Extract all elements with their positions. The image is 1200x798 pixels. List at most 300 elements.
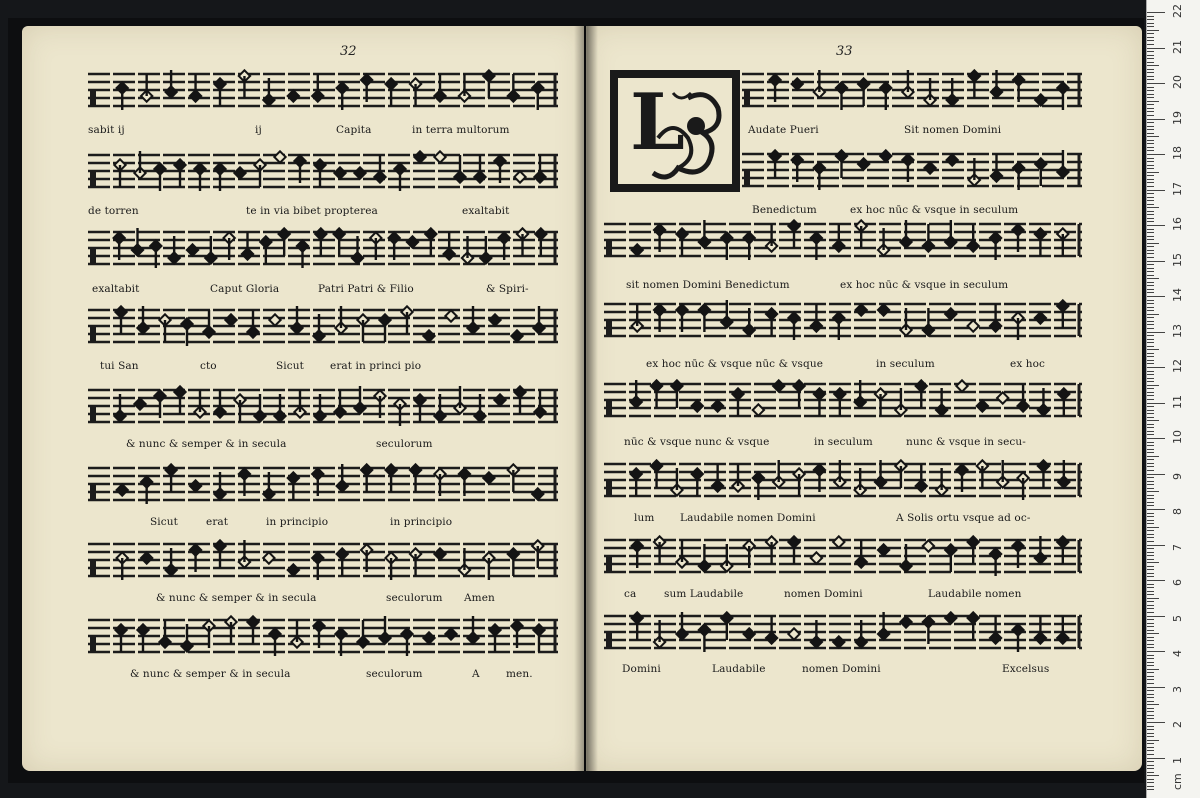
ruler-tick bbox=[1147, 349, 1159, 350]
note bbox=[489, 624, 500, 652]
lyric: Sicut bbox=[150, 516, 178, 528]
ruler-unit: cm bbox=[1171, 773, 1184, 790]
lyric: ex hoc nūc & vsque in seculum bbox=[850, 204, 1019, 216]
ruler-tick bbox=[1147, 456, 1159, 457]
lyric: lum bbox=[634, 512, 655, 524]
ruler-label: 3 bbox=[1171, 685, 1184, 693]
ruler-label: 1 bbox=[1171, 756, 1184, 764]
ruler-tick bbox=[1147, 62, 1154, 63]
ruler-tick bbox=[1147, 285, 1154, 286]
ruler-tick bbox=[1147, 289, 1154, 290]
note bbox=[263, 552, 274, 563]
note bbox=[945, 612, 956, 623]
note bbox=[532, 540, 543, 568]
note bbox=[977, 460, 988, 488]
ruler-tick bbox=[1147, 509, 1165, 510]
ruler-tick bbox=[1147, 168, 1154, 169]
staff bbox=[88, 456, 558, 516]
note bbox=[165, 464, 176, 492]
clef-mark bbox=[90, 636, 96, 652]
ruler-tick bbox=[1147, 136, 1159, 137]
ruler-tick bbox=[1147, 445, 1154, 446]
clef-mark bbox=[606, 240, 612, 256]
note bbox=[410, 78, 421, 106]
note bbox=[532, 488, 543, 499]
note bbox=[401, 306, 412, 334]
staff bbox=[88, 532, 558, 592]
lyric: Caput Gloria bbox=[210, 283, 280, 295]
ruler-tick bbox=[1147, 733, 1154, 734]
note bbox=[444, 232, 455, 260]
ruler-tick bbox=[1147, 690, 1154, 691]
ruler-tick bbox=[1147, 367, 1165, 368]
ruler-tick bbox=[1147, 694, 1154, 695]
note bbox=[692, 400, 703, 411]
ruler-tick bbox=[1147, 630, 1154, 631]
note bbox=[769, 150, 780, 178]
ruler-label: 20 bbox=[1171, 75, 1184, 89]
ruler-tick bbox=[1147, 576, 1154, 577]
staff bbox=[604, 452, 1082, 512]
lyric: Benedictum bbox=[752, 204, 817, 216]
ruler-tick bbox=[1147, 555, 1154, 556]
ruler-tick bbox=[1147, 353, 1154, 354]
lyric: Patri Patri & Filio bbox=[318, 283, 414, 295]
ruler-tick bbox=[1147, 608, 1154, 609]
ruler-tick bbox=[1147, 182, 1154, 183]
note bbox=[712, 400, 723, 411]
note bbox=[489, 314, 500, 325]
note bbox=[916, 380, 927, 408]
ruler-tick bbox=[1147, 296, 1165, 297]
lyric: A bbox=[472, 668, 480, 680]
lyric: & nunc & semper & in secula bbox=[156, 592, 317, 604]
clef-mark bbox=[90, 171, 96, 187]
note bbox=[676, 228, 687, 256]
ruler-tick bbox=[1147, 736, 1154, 737]
ruler-label: 22 bbox=[1171, 4, 1184, 18]
note bbox=[517, 228, 528, 256]
ruler-label: 9 bbox=[1171, 472, 1184, 480]
ruler-tick bbox=[1147, 665, 1154, 666]
ruler-tick bbox=[1147, 69, 1154, 70]
ruler-tick bbox=[1147, 253, 1154, 254]
ruler-tick bbox=[1147, 687, 1165, 688]
ruler-tick bbox=[1147, 371, 1154, 372]
ruler-tick bbox=[1147, 19, 1154, 20]
note bbox=[924, 162, 935, 173]
note bbox=[900, 616, 911, 627]
note bbox=[856, 540, 867, 568]
ruler-tick bbox=[1147, 417, 1154, 418]
note bbox=[923, 540, 934, 551]
note bbox=[990, 616, 1001, 644]
ruler-tick bbox=[1147, 374, 1154, 375]
note bbox=[788, 628, 799, 639]
lyric: exaltabit bbox=[462, 205, 510, 217]
note bbox=[977, 400, 988, 411]
note bbox=[434, 74, 445, 102]
clef-mark bbox=[606, 480, 612, 496]
ruler-tick bbox=[1147, 658, 1154, 659]
note bbox=[836, 150, 847, 178]
ruler-tick bbox=[1147, 94, 1154, 95]
note bbox=[833, 224, 844, 252]
clef-mark bbox=[90, 484, 96, 500]
lyric: erat in princi pio bbox=[330, 360, 422, 372]
ruler-label: 16 bbox=[1171, 217, 1184, 231]
initial-frame bbox=[618, 78, 732, 184]
ruler-tick bbox=[1147, 225, 1165, 226]
note bbox=[766, 224, 777, 252]
ruler-tick bbox=[1147, 55, 1154, 56]
note bbox=[990, 304, 1001, 332]
note bbox=[945, 308, 956, 319]
ruler-tick bbox=[1147, 126, 1154, 127]
ruler-tick bbox=[1147, 339, 1154, 340]
note bbox=[811, 304, 822, 332]
lyric: Laudabile bbox=[712, 663, 766, 675]
note bbox=[631, 468, 642, 496]
note bbox=[1057, 536, 1068, 564]
ruler-tick bbox=[1147, 204, 1154, 205]
note bbox=[834, 388, 845, 416]
ruler-label: 8 bbox=[1171, 508, 1184, 515]
ruler-tick bbox=[1147, 165, 1154, 166]
note bbox=[294, 390, 305, 418]
ruler-label: 4 bbox=[1171, 650, 1184, 657]
ruler-tick bbox=[1147, 129, 1154, 130]
ruler-tick bbox=[1147, 197, 1154, 198]
ruler-tick bbox=[1147, 662, 1154, 663]
ruler-tick bbox=[1147, 207, 1159, 208]
lyric: nunc & vsque in secu- bbox=[906, 436, 1026, 448]
ruler-tick bbox=[1147, 477, 1154, 478]
staff bbox=[742, 142, 1082, 202]
ruler-tick bbox=[1147, 140, 1154, 141]
clef-mark bbox=[606, 400, 612, 416]
note bbox=[274, 151, 285, 162]
ruler-tick bbox=[1147, 108, 1154, 109]
note bbox=[1035, 616, 1046, 644]
ruler-tick bbox=[1147, 523, 1154, 524]
note bbox=[833, 536, 844, 547]
ruler-tick bbox=[1147, 282, 1154, 283]
note bbox=[141, 552, 152, 563]
ruler-tick bbox=[1147, 268, 1154, 269]
note bbox=[875, 388, 886, 416]
note bbox=[314, 159, 325, 187]
ruler-tick bbox=[1147, 594, 1154, 595]
lyric: & nunc & semper & in secula bbox=[126, 438, 287, 450]
ruler-label: 5 bbox=[1171, 614, 1184, 622]
note bbox=[225, 616, 236, 644]
note bbox=[721, 612, 732, 640]
note bbox=[651, 460, 662, 488]
lyric: seculorum bbox=[376, 438, 433, 450]
clef-mark bbox=[606, 556, 612, 572]
note bbox=[434, 548, 445, 559]
staff bbox=[742, 62, 1082, 122]
ruler-tick bbox=[1147, 541, 1154, 542]
book-gutter bbox=[574, 26, 598, 771]
note bbox=[732, 388, 743, 416]
ruler-tick bbox=[1147, 786, 1154, 787]
ruler-tick bbox=[1147, 605, 1154, 606]
note bbox=[535, 228, 546, 256]
ruler-tick bbox=[1147, 87, 1154, 88]
ruler-tick bbox=[1147, 37, 1154, 38]
ruler-label: 2 bbox=[1171, 721, 1184, 728]
note bbox=[692, 468, 703, 496]
lyric: Capita bbox=[336, 124, 372, 136]
note bbox=[379, 314, 390, 342]
note bbox=[117, 484, 128, 495]
ruler-tick bbox=[1147, 23, 1154, 24]
lyric: Sicut bbox=[276, 360, 304, 372]
ruler-tick bbox=[1147, 704, 1159, 705]
note bbox=[511, 330, 522, 341]
note bbox=[115, 624, 126, 652]
ruler-tick bbox=[1147, 44, 1154, 45]
note bbox=[788, 220, 799, 248]
lyric: Laudabile nomen bbox=[928, 588, 1022, 600]
staff bbox=[88, 608, 558, 668]
ruler-tick bbox=[1147, 58, 1154, 59]
note bbox=[445, 628, 456, 639]
lyric: sum Laudabile bbox=[664, 588, 744, 600]
note bbox=[454, 155, 465, 183]
ruler-tick bbox=[1147, 743, 1154, 744]
lyric: nomen Domini bbox=[784, 588, 863, 600]
note bbox=[858, 78, 869, 106]
note bbox=[753, 404, 764, 415]
ruler-tick bbox=[1147, 229, 1154, 230]
note bbox=[459, 74, 470, 102]
ruler-tick bbox=[1147, 72, 1154, 73]
ruler-tick bbox=[1147, 420, 1159, 421]
note bbox=[190, 480, 201, 491]
lyric: & Spiri- bbox=[486, 283, 529, 295]
note bbox=[423, 330, 434, 341]
ruler-tick bbox=[1147, 676, 1154, 677]
note bbox=[410, 548, 421, 576]
ruler-tick bbox=[1147, 672, 1154, 673]
ruler-tick bbox=[1147, 214, 1154, 215]
ruler-tick bbox=[1147, 90, 1154, 91]
ruler-tick bbox=[1147, 399, 1154, 400]
ruler-tick bbox=[1147, 711, 1154, 712]
lyric: seculorum bbox=[366, 668, 423, 680]
ruler-tick bbox=[1147, 442, 1154, 443]
note bbox=[247, 616, 258, 644]
ruler-tick bbox=[1147, 363, 1154, 364]
lyric: de torren bbox=[88, 205, 139, 217]
ruler-tick bbox=[1147, 221, 1154, 222]
ruler-tick bbox=[1147, 683, 1154, 684]
lyric: & nunc & semper & in secula bbox=[130, 668, 291, 680]
ruler-tick bbox=[1147, 438, 1165, 439]
lyric: exaltabit bbox=[92, 283, 140, 295]
note bbox=[947, 154, 958, 165]
ruler-tick bbox=[1147, 534, 1154, 535]
ruler-label: 19 bbox=[1171, 110, 1184, 125]
ruler-tick bbox=[1147, 481, 1154, 482]
staff bbox=[604, 212, 1082, 272]
ruler-tick bbox=[1147, 601, 1154, 602]
ruler-tick bbox=[1147, 474, 1165, 475]
note bbox=[214, 390, 225, 418]
ruler-tick bbox=[1147, 413, 1154, 414]
note bbox=[508, 548, 519, 576]
lyric: in seculum bbox=[814, 436, 873, 448]
initial-letter: L bbox=[630, 77, 685, 168]
ruler-label: 7 bbox=[1171, 543, 1184, 551]
note bbox=[792, 78, 803, 89]
note bbox=[385, 78, 396, 106]
note bbox=[895, 460, 906, 488]
ruler-tick bbox=[1147, 651, 1165, 652]
ruler-tick bbox=[1147, 332, 1165, 333]
ruler-tick bbox=[1147, 750, 1154, 751]
note bbox=[968, 536, 979, 564]
ruler-tick bbox=[1147, 502, 1154, 503]
ruler-tick bbox=[1147, 679, 1154, 680]
note bbox=[385, 464, 396, 492]
ruler-tick bbox=[1147, 190, 1165, 191]
ruler-tick bbox=[1147, 239, 1154, 240]
note bbox=[811, 552, 822, 563]
note bbox=[1035, 312, 1046, 323]
ruler-tick bbox=[1147, 552, 1154, 553]
lyric: seculorum bbox=[386, 592, 443, 604]
ruler-tick bbox=[1147, 264, 1154, 265]
note bbox=[533, 624, 544, 652]
ruler-label: 17 bbox=[1171, 181, 1184, 196]
lyric: nomen Domini bbox=[802, 663, 881, 675]
note bbox=[374, 155, 385, 183]
note bbox=[288, 472, 299, 500]
note bbox=[968, 224, 979, 252]
lyric: ca bbox=[624, 588, 637, 600]
ruler-tick bbox=[1147, 324, 1154, 325]
ruler-tick bbox=[1147, 65, 1159, 66]
note bbox=[534, 390, 545, 418]
ruler-tick bbox=[1147, 26, 1154, 27]
ruler-tick bbox=[1147, 278, 1159, 279]
ruler-tick bbox=[1147, 715, 1154, 716]
note bbox=[414, 151, 425, 162]
ruler-tick bbox=[1147, 378, 1154, 379]
ruler-tick bbox=[1147, 30, 1159, 31]
ruler-tick bbox=[1147, 775, 1159, 776]
ruler-tick bbox=[1147, 388, 1154, 389]
ruler-tick bbox=[1147, 211, 1154, 212]
ruler-tick bbox=[1147, 83, 1165, 84]
ruler-tick bbox=[1147, 616, 1165, 617]
ruler-tick bbox=[1147, 569, 1154, 570]
ruler-tick bbox=[1147, 300, 1154, 301]
clef-mark bbox=[90, 90, 96, 106]
ruler-tick bbox=[1147, 452, 1154, 453]
staff bbox=[88, 143, 558, 203]
note bbox=[1057, 228, 1068, 256]
note bbox=[269, 314, 280, 325]
ruler-tick bbox=[1147, 79, 1154, 80]
note bbox=[445, 310, 456, 321]
ruler-tick bbox=[1147, 591, 1154, 592]
ruler-tick bbox=[1147, 12, 1165, 13]
note bbox=[766, 616, 777, 644]
note bbox=[242, 232, 253, 260]
ruler-tick bbox=[1147, 726, 1154, 727]
ruler-tick bbox=[1147, 33, 1154, 34]
ruler-tick bbox=[1147, 626, 1154, 627]
note bbox=[247, 310, 258, 338]
ruler-tick bbox=[1147, 175, 1154, 176]
ruler-tick bbox=[1147, 97, 1154, 98]
note bbox=[1035, 228, 1046, 256]
ruler-tick bbox=[1147, 310, 1154, 311]
note bbox=[991, 154, 1002, 182]
note bbox=[483, 472, 494, 483]
ruler-tick bbox=[1147, 612, 1154, 613]
note bbox=[1035, 158, 1046, 186]
ruler-tick bbox=[1147, 708, 1154, 709]
lyric: men. bbox=[506, 668, 533, 680]
ruler-tick bbox=[1147, 335, 1154, 336]
note bbox=[632, 304, 643, 332]
note bbox=[833, 636, 844, 647]
lyric: ex hoc nūc & vsque in seculum bbox=[840, 279, 1009, 291]
ruler-tick bbox=[1147, 111, 1154, 112]
note bbox=[956, 380, 967, 391]
note bbox=[425, 228, 436, 256]
note bbox=[712, 464, 723, 492]
note bbox=[916, 464, 927, 492]
clef-mark bbox=[90, 406, 96, 422]
ruler-tick bbox=[1147, 562, 1159, 563]
note bbox=[410, 464, 421, 492]
ruler-tick bbox=[1147, 537, 1154, 538]
ruler-tick bbox=[1147, 431, 1154, 432]
ruler-tick bbox=[1147, 104, 1154, 105]
lyric: tui San bbox=[100, 360, 139, 372]
lyric: in principio bbox=[390, 516, 453, 528]
decorated-initial bbox=[610, 70, 740, 192]
lyric: Excelsus bbox=[1002, 663, 1050, 675]
ruler-tick bbox=[1147, 356, 1154, 357]
ruler-tick bbox=[1147, 729, 1154, 730]
ruler-tick bbox=[1147, 644, 1154, 645]
note bbox=[878, 544, 889, 555]
note bbox=[766, 308, 777, 336]
ruler-tick bbox=[1147, 566, 1154, 567]
note bbox=[254, 159, 265, 187]
ruler-tick bbox=[1147, 381, 1154, 382]
note bbox=[766, 536, 777, 564]
ruler-tick bbox=[1147, 463, 1154, 464]
note bbox=[159, 620, 170, 648]
ruler-tick bbox=[1147, 484, 1154, 485]
measuring-ruler bbox=[1146, 0, 1200, 798]
ruler-tick bbox=[1147, 232, 1154, 233]
note bbox=[494, 394, 505, 405]
ruler-tick bbox=[1147, 392, 1154, 393]
ruler-tick bbox=[1147, 449, 1154, 450]
ruler-tick bbox=[1147, 321, 1154, 322]
ruler-tick bbox=[1147, 328, 1154, 329]
